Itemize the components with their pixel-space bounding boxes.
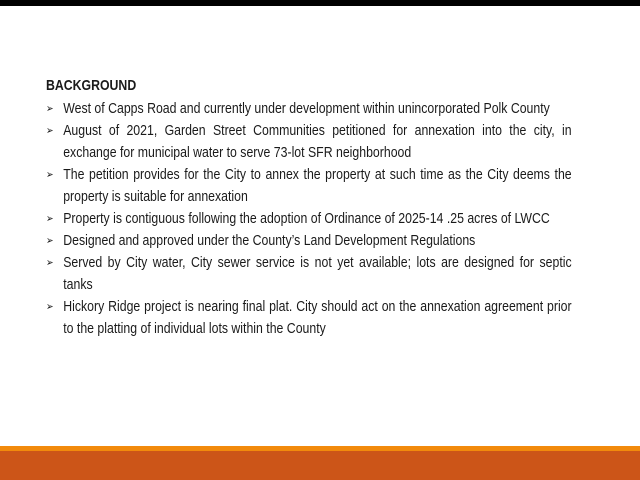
bullet-item: ➢ August of 2021, Garden Street Communities petitioned for annexation into the city, in exchange for municipal water to serve 73-lot SFR neighborhood [46, 122, 572, 161]
top-black-bar [0, 0, 640, 6]
bullet-item: ➢ West of Capps Road and currently under development within unincorporated Polk County [46, 98, 572, 120]
bullet-item: ➢ The petition provides for the City to annex the property at such time as the City deems the property is suitable for annexation [46, 166, 572, 205]
bullet-item: ➢ Served by City water, City sewer service is not yet available; lots are designed for septic tanks [46, 254, 572, 293]
arrow-bullet-icon: ➢ [46, 125, 54, 137]
slide-content [46, 76, 587, 340]
bullet-item: ➢ Designed and approved under the County’s Land Development Regulations [46, 230, 572, 252]
bullet-item: ➢ Hickory Ridge project is nearing final plat. City should act on the annexation agreement prior to the platting of individual lots within the County [46, 298, 572, 337]
arrow-bullet-icon: ➢ [46, 301, 54, 313]
footer-bar [0, 451, 640, 480]
arrow-bullet-icon: ➢ [46, 213, 54, 225]
bullet-item: ➢ Property is contiguous following the adoption of Ordinance of 2025-14 .25 acres of LWCC [46, 208, 572, 230]
arrow-bullet-icon: ➢ [46, 103, 54, 115]
bullet-list [46, 98, 587, 340]
arrow-bullet-icon: ➢ [46, 169, 54, 181]
slide-heading: BACKGROUND [46, 77, 137, 94]
arrow-bullet-icon: ➢ [46, 235, 54, 247]
arrow-bullet-icon: ➢ [46, 257, 54, 269]
